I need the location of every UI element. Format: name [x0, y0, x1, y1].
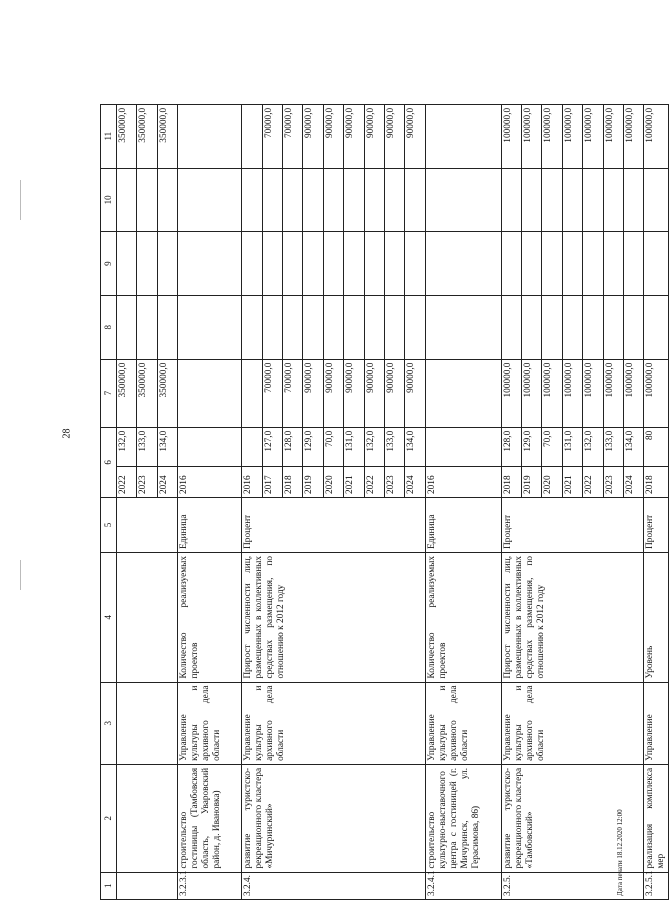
year-cell: 2021 — [344, 467, 364, 498]
year-cell: 2023 — [384, 467, 404, 498]
scan-edge-mark — [20, 560, 21, 590]
item-number: 3.2.4.1 — [425, 872, 501, 899]
indicator-value: 128,0 — [501, 427, 521, 467]
col-header: 2 — [101, 764, 117, 872]
year-cell: 2024 — [405, 467, 425, 498]
item-number: 3.2.3.1 — [178, 872, 242, 899]
other-funding — [242, 104, 262, 168]
other-funding: 350000,0 — [137, 104, 157, 168]
other-funding: 90000,0 — [323, 104, 343, 168]
item-name: развитие туристско-рекреационного кластера «Мичуринский» — [242, 764, 426, 872]
col-header: 4 — [101, 552, 117, 682]
executor: Управление культуры и архивного дела области — [242, 682, 426, 764]
col-header: 6 — [101, 427, 117, 497]
total-funding: 100000,0 — [603, 359, 623, 427]
year-cell: 2016 — [178, 467, 242, 498]
year-cell: 2023 — [603, 467, 623, 498]
indicator-value: 133,0 — [384, 427, 404, 467]
indicator-value: 132,0 — [583, 427, 603, 467]
executor: Управление культуры и архивного дела области — [425, 682, 501, 764]
indicator-value: 132,0 — [364, 427, 384, 467]
total-funding: 100000,0 — [583, 359, 603, 427]
indicator-value: 134,0 — [624, 427, 644, 467]
indicator-value: 133,0 — [603, 427, 623, 467]
year-cell: 2019 — [303, 467, 323, 498]
other-funding: 100000,0 — [624, 104, 644, 168]
other-funding: 100000,0 — [583, 104, 603, 168]
total-funding: 350000,0 — [117, 359, 137, 427]
table-row — [425, 41, 501, 900]
other-funding: 90000,0 — [303, 104, 323, 168]
indicator-value: 132,0 — [117, 427, 137, 467]
total-funding: 90000,0 — [405, 359, 425, 427]
indicator-name: Уровень — [644, 552, 669, 682]
total-funding: 100000,0 — [644, 359, 669, 427]
other-funding: 90000,0 — [344, 104, 364, 168]
year-cell: 2022 — [117, 467, 137, 498]
item-name: реализация комплекса мер — [644, 764, 669, 872]
other-funding: 100000,0 — [644, 104, 669, 168]
year-cell: 2024 — [624, 467, 644, 498]
other-funding: 90000,0 — [384, 104, 404, 168]
indicator-name: Прирост численности лиц, размещенных в коллективных средствах размещения, по отношению к 2012 году — [501, 552, 644, 682]
total-funding: 90000,0 — [303, 359, 323, 427]
col-header: 1 — [101, 872, 117, 899]
item-name: развитие туристско-рекреационного кластера «Тамбовский» — [501, 764, 644, 872]
executor: Управление культуры и архивного дела области — [501, 682, 644, 764]
total-funding: 100000,0 — [522, 359, 542, 427]
item-number: 3.2.5. — [501, 872, 644, 899]
other-funding: 100000,0 — [522, 104, 542, 168]
item-number: 3.2.5.1 — [644, 872, 669, 899]
indicator-value: 131,0 — [344, 427, 364, 467]
unit: Единица — [425, 498, 501, 553]
indicator-value — [242, 427, 262, 467]
indicator-value: 70,0 — [542, 427, 562, 467]
col-header: 3 — [101, 682, 117, 764]
other-funding: 100000,0 — [542, 104, 562, 168]
year-cell: 2020 — [323, 467, 343, 498]
other-funding: 100000,0 — [603, 104, 623, 168]
col-header: 8 — [101, 295, 117, 359]
total-funding: 100000,0 — [501, 359, 521, 427]
year-cell: 2023 — [137, 467, 157, 498]
indicator-value: 129,0 — [522, 427, 542, 467]
indicator-name: Количество реализуемых проектов — [425, 552, 501, 682]
table-row — [117, 41, 137, 900]
unit: Процент — [242, 498, 426, 553]
other-funding: 350000,0 — [117, 104, 137, 168]
year-cell: 2021 — [562, 467, 582, 498]
total-funding: 90000,0 — [364, 359, 384, 427]
col-header: 7 — [101, 359, 117, 427]
item-number: 3.2.4. — [242, 872, 426, 899]
year-cell: 2017 — [262, 467, 282, 498]
year-cell: 2024 — [157, 467, 177, 498]
total-funding — [242, 359, 262, 427]
indicator-value: 134,0 — [405, 427, 425, 467]
table-row — [242, 41, 262, 900]
total-funding: 100000,0 — [542, 359, 562, 427]
other-funding: 100000,0 — [501, 104, 521, 168]
indicator-value: 133,0 — [137, 427, 157, 467]
col-header: 10 — [101, 168, 117, 232]
total-funding: 90000,0 — [344, 359, 364, 427]
unit: Единица — [178, 498, 242, 553]
indicator-value: 134,0 — [157, 427, 177, 467]
indicator-value: 131,0 — [562, 427, 582, 467]
executor: Управление культуры и архивного дела области — [178, 682, 242, 764]
other-funding: 90000,0 — [405, 104, 425, 168]
year-cell: 2016 — [425, 467, 501, 498]
year-cell: 2022 — [364, 467, 384, 498]
year-cell: 2018 — [501, 467, 521, 498]
year-cell: 2018 — [282, 467, 302, 498]
total-funding: 350000,0 — [157, 359, 177, 427]
year-cell: 2016 — [242, 467, 262, 498]
unit: Процент — [501, 498, 644, 553]
print-date: Дата печати 18.12.2020 12:00 — [616, 809, 624, 896]
indicator-value: 129,0 — [303, 427, 323, 467]
total-funding: 350000,0 — [137, 359, 157, 427]
table-row — [644, 41, 669, 900]
table-row — [501, 41, 521, 900]
col-header: 5 — [101, 498, 117, 553]
other-funding: 350000,0 — [157, 104, 177, 168]
col-header: 11 — [101, 104, 117, 168]
total-funding: 90000,0 — [384, 359, 404, 427]
year-cell: 2019 — [522, 467, 542, 498]
executor: Управление — [644, 682, 669, 764]
col-header: 9 — [101, 232, 117, 296]
year-cell: 2018 — [644, 467, 669, 498]
indicator-name: Количество реализуемых проектов — [178, 552, 242, 682]
indicator-value: 127,0 — [262, 427, 282, 467]
program-table — [100, 40, 669, 900]
header-row — [101, 41, 117, 900]
indicator-value: 80 — [644, 427, 669, 467]
total-funding: 90000,0 — [323, 359, 343, 427]
total-funding: 70000,0 — [282, 359, 302, 427]
total-funding: 70000,0 — [262, 359, 282, 427]
indicator-value: 128,0 — [282, 427, 302, 467]
unit: Процент — [644, 498, 669, 553]
other-funding: 100000,0 — [562, 104, 582, 168]
indicator-name: Прирост численности лиц, размещенных в коллективных средствах размещения, по отношению к 2012 году — [242, 552, 426, 682]
item-name: строительство гостиницы (Тамбовская область, Уваровский район, д. Ивановка) — [178, 764, 242, 872]
year-cell: 2020 — [542, 467, 562, 498]
other-funding: 70000,0 — [262, 104, 282, 168]
item-name: строительство культурно-выставочного центра с гостиницей (г. Мичуринск, ул. Герасимова, 86) — [425, 764, 501, 872]
other-funding: 70000,0 — [282, 104, 302, 168]
total-funding: 100000,0 — [624, 359, 644, 427]
year-cell: 2022 — [583, 467, 603, 498]
table-row — [178, 41, 242, 900]
total-funding: 100000,0 — [562, 359, 582, 427]
scan-edge-mark — [20, 180, 21, 220]
indicator-value: 70,0 — [323, 427, 343, 467]
other-funding: 90000,0 — [364, 104, 384, 168]
page-number: 28 — [61, 428, 73, 439]
